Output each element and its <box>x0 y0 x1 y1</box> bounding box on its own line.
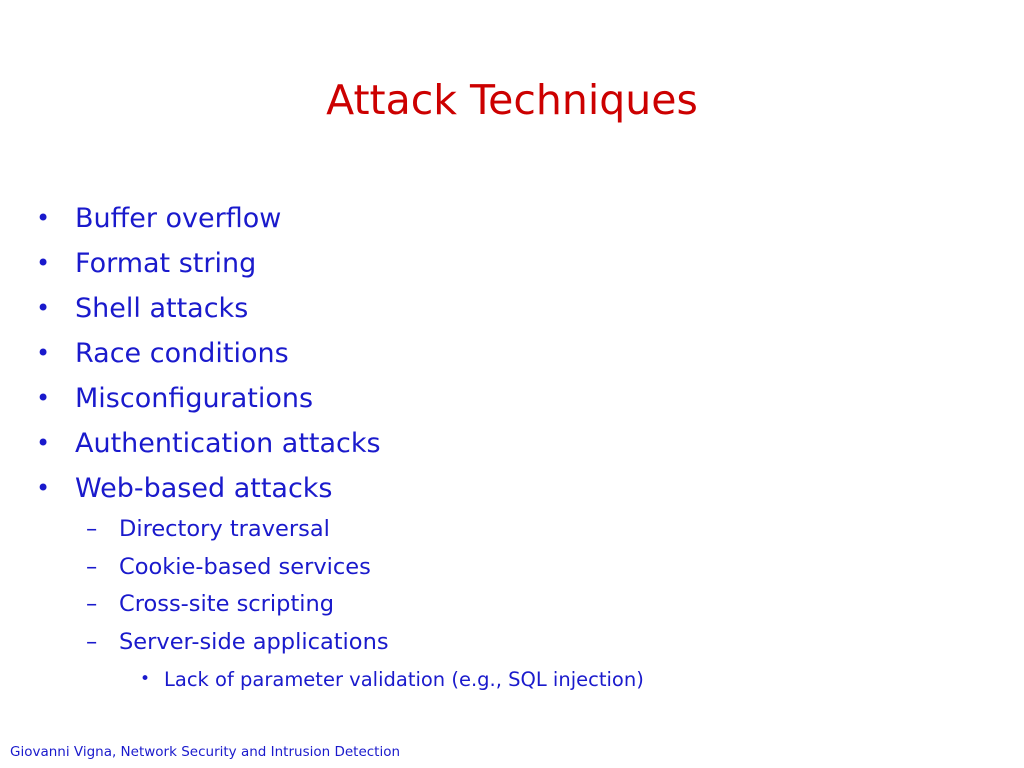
sub-bullet-item <box>0 511 1000 549</box>
bullet-item <box>0 196 1000 241</box>
dash-marker: – <box>86 628 98 655</box>
bullet-text: Shell attacks <box>75 293 249 324</box>
sub-bullet-text: Server-side applications <box>119 628 389 655</box>
bullet-marker: • <box>36 339 51 367</box>
dash-marker: – <box>86 516 98 542</box>
bullet-marker: • <box>36 429 51 457</box>
bullet-text: Buffer overflow <box>75 203 282 234</box>
bullet-list <box>0 196 1000 698</box>
bullet-item <box>0 331 1000 376</box>
bullet-marker: • <box>36 474 51 502</box>
bullet-item <box>0 421 1000 466</box>
bullet-marker: • <box>36 384 51 412</box>
sub-bullet-item <box>0 624 1000 662</box>
bullet-marker: • <box>140 669 151 689</box>
sub-sub-bullet-text: Lack of parameter validation (e.g., SQL injection) <box>164 668 644 691</box>
bullet-marker: • <box>36 294 51 322</box>
sub-bullet-text: Directory traversal <box>119 516 330 542</box>
bullet-text: Web-based attacks <box>75 473 333 504</box>
sub-bullet-item <box>0 549 1000 587</box>
bullet-item <box>0 466 1000 511</box>
bullet-text: Format string <box>75 248 257 279</box>
sub-bullet-text: Cross-site scripting <box>119 591 335 617</box>
slide-title: Attack Techniques <box>326 76 698 124</box>
sub-bullet-item <box>0 586 1000 624</box>
bullet-item <box>0 286 1000 331</box>
slide-footer: Giovanni Vigna, Network Security and Intrusion Detection <box>10 744 401 760</box>
dash-marker: – <box>86 591 98 617</box>
bullet-marker: • <box>36 204 51 232</box>
bullet-marker: • <box>36 249 51 277</box>
bullet-item <box>0 241 1000 286</box>
bullet-item <box>0 376 1000 421</box>
sub-bullet-text: Cookie-based services <box>119 553 371 580</box>
bullet-text: Authentication attacks <box>75 428 381 459</box>
sub-sub-bullet-item <box>0 661 1000 698</box>
bullet-text: Misconfigurations <box>75 383 314 414</box>
dash-marker: – <box>86 553 98 580</box>
bullet-text: Race conditions <box>75 338 289 369</box>
